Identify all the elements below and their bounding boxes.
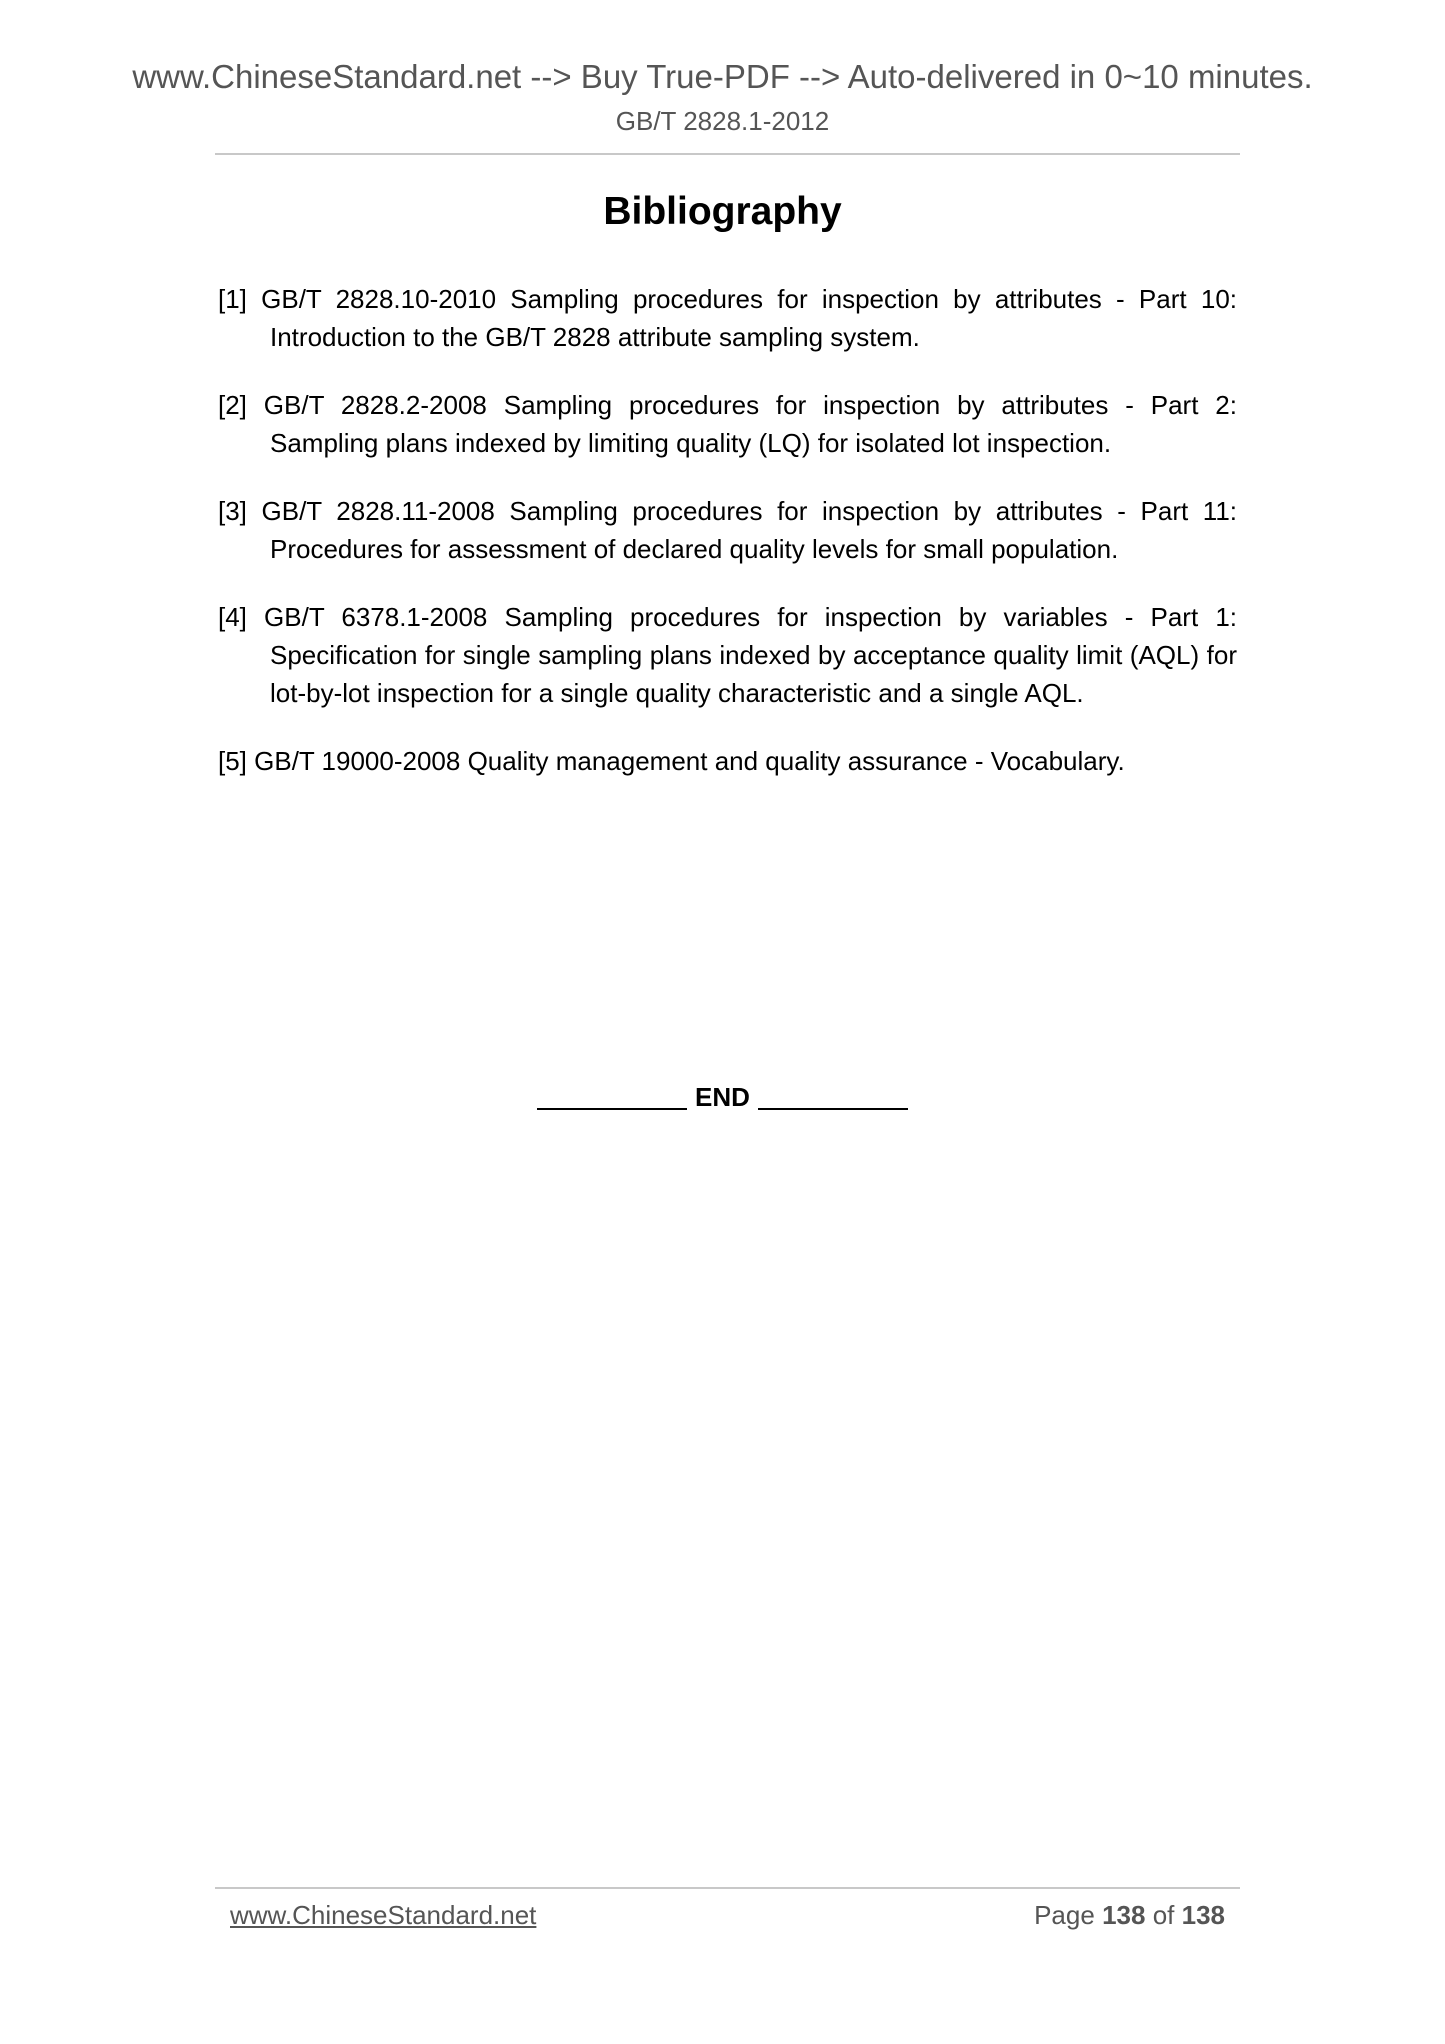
end-line-left bbox=[537, 1108, 687, 1110]
header-banner: www.ChineseStandard.net --> Buy True-PDF --> Auto-delivered in 0~10 minutes. bbox=[132, 58, 1313, 95]
footer-site-link[interactable]: www.ChineseStandard.net bbox=[230, 1900, 537, 1930]
end-marker bbox=[0, 1082, 1445, 1113]
page-title: Bibliography bbox=[603, 190, 842, 233]
end-line-right bbox=[758, 1108, 908, 1110]
page-current: 138 bbox=[1102, 1900, 1146, 1930]
reference-2: [2] GB/T 2828.2-2008 Sampling procedures for inspection by attributes - Part 2: Sampling plans indexed by limiting quality (LQ) for isolated lot inspection. bbox=[218, 390, 1237, 458]
document-code: GB/T 2828.1-2012 bbox=[615, 106, 830, 136]
page-of: of bbox=[1152, 1900, 1175, 1930]
page-word: Page bbox=[1034, 1900, 1095, 1930]
reference-4: [4] GB/T 6378.1-2008 Sampling procedures for inspection by variables - Part 1: Specification for single sampling plans indexed by acceptance quality limit (AQL) for lot-by-lot inspection for a single quality characteristic and a single AQL. bbox=[218, 602, 1237, 708]
page-total: 138 bbox=[1181, 1900, 1225, 1930]
reference-1: [1] GB/T 2828.10-2010 Sampling procedures for inspection by attributes - Part 10: Introduction to the GB/T 2828 attribute sampling system. bbox=[218, 284, 1237, 352]
header-divider bbox=[215, 153, 1240, 155]
reference-3: [3] GB/T 2828.11-2008 Sampling procedures for inspection by attributes - Part 11: Procedures for assessment of declared quality levels for small population. bbox=[218, 496, 1237, 564]
reference-5: [5] GB/T 19000-2008 Quality management and quality assurance - Vocabulary. bbox=[218, 746, 1125, 776]
bibliography-list bbox=[218, 280, 1237, 810]
page-number bbox=[1034, 1900, 1225, 1931]
footer-divider bbox=[215, 1887, 1240, 1889]
end-label: END bbox=[695, 1082, 750, 1112]
